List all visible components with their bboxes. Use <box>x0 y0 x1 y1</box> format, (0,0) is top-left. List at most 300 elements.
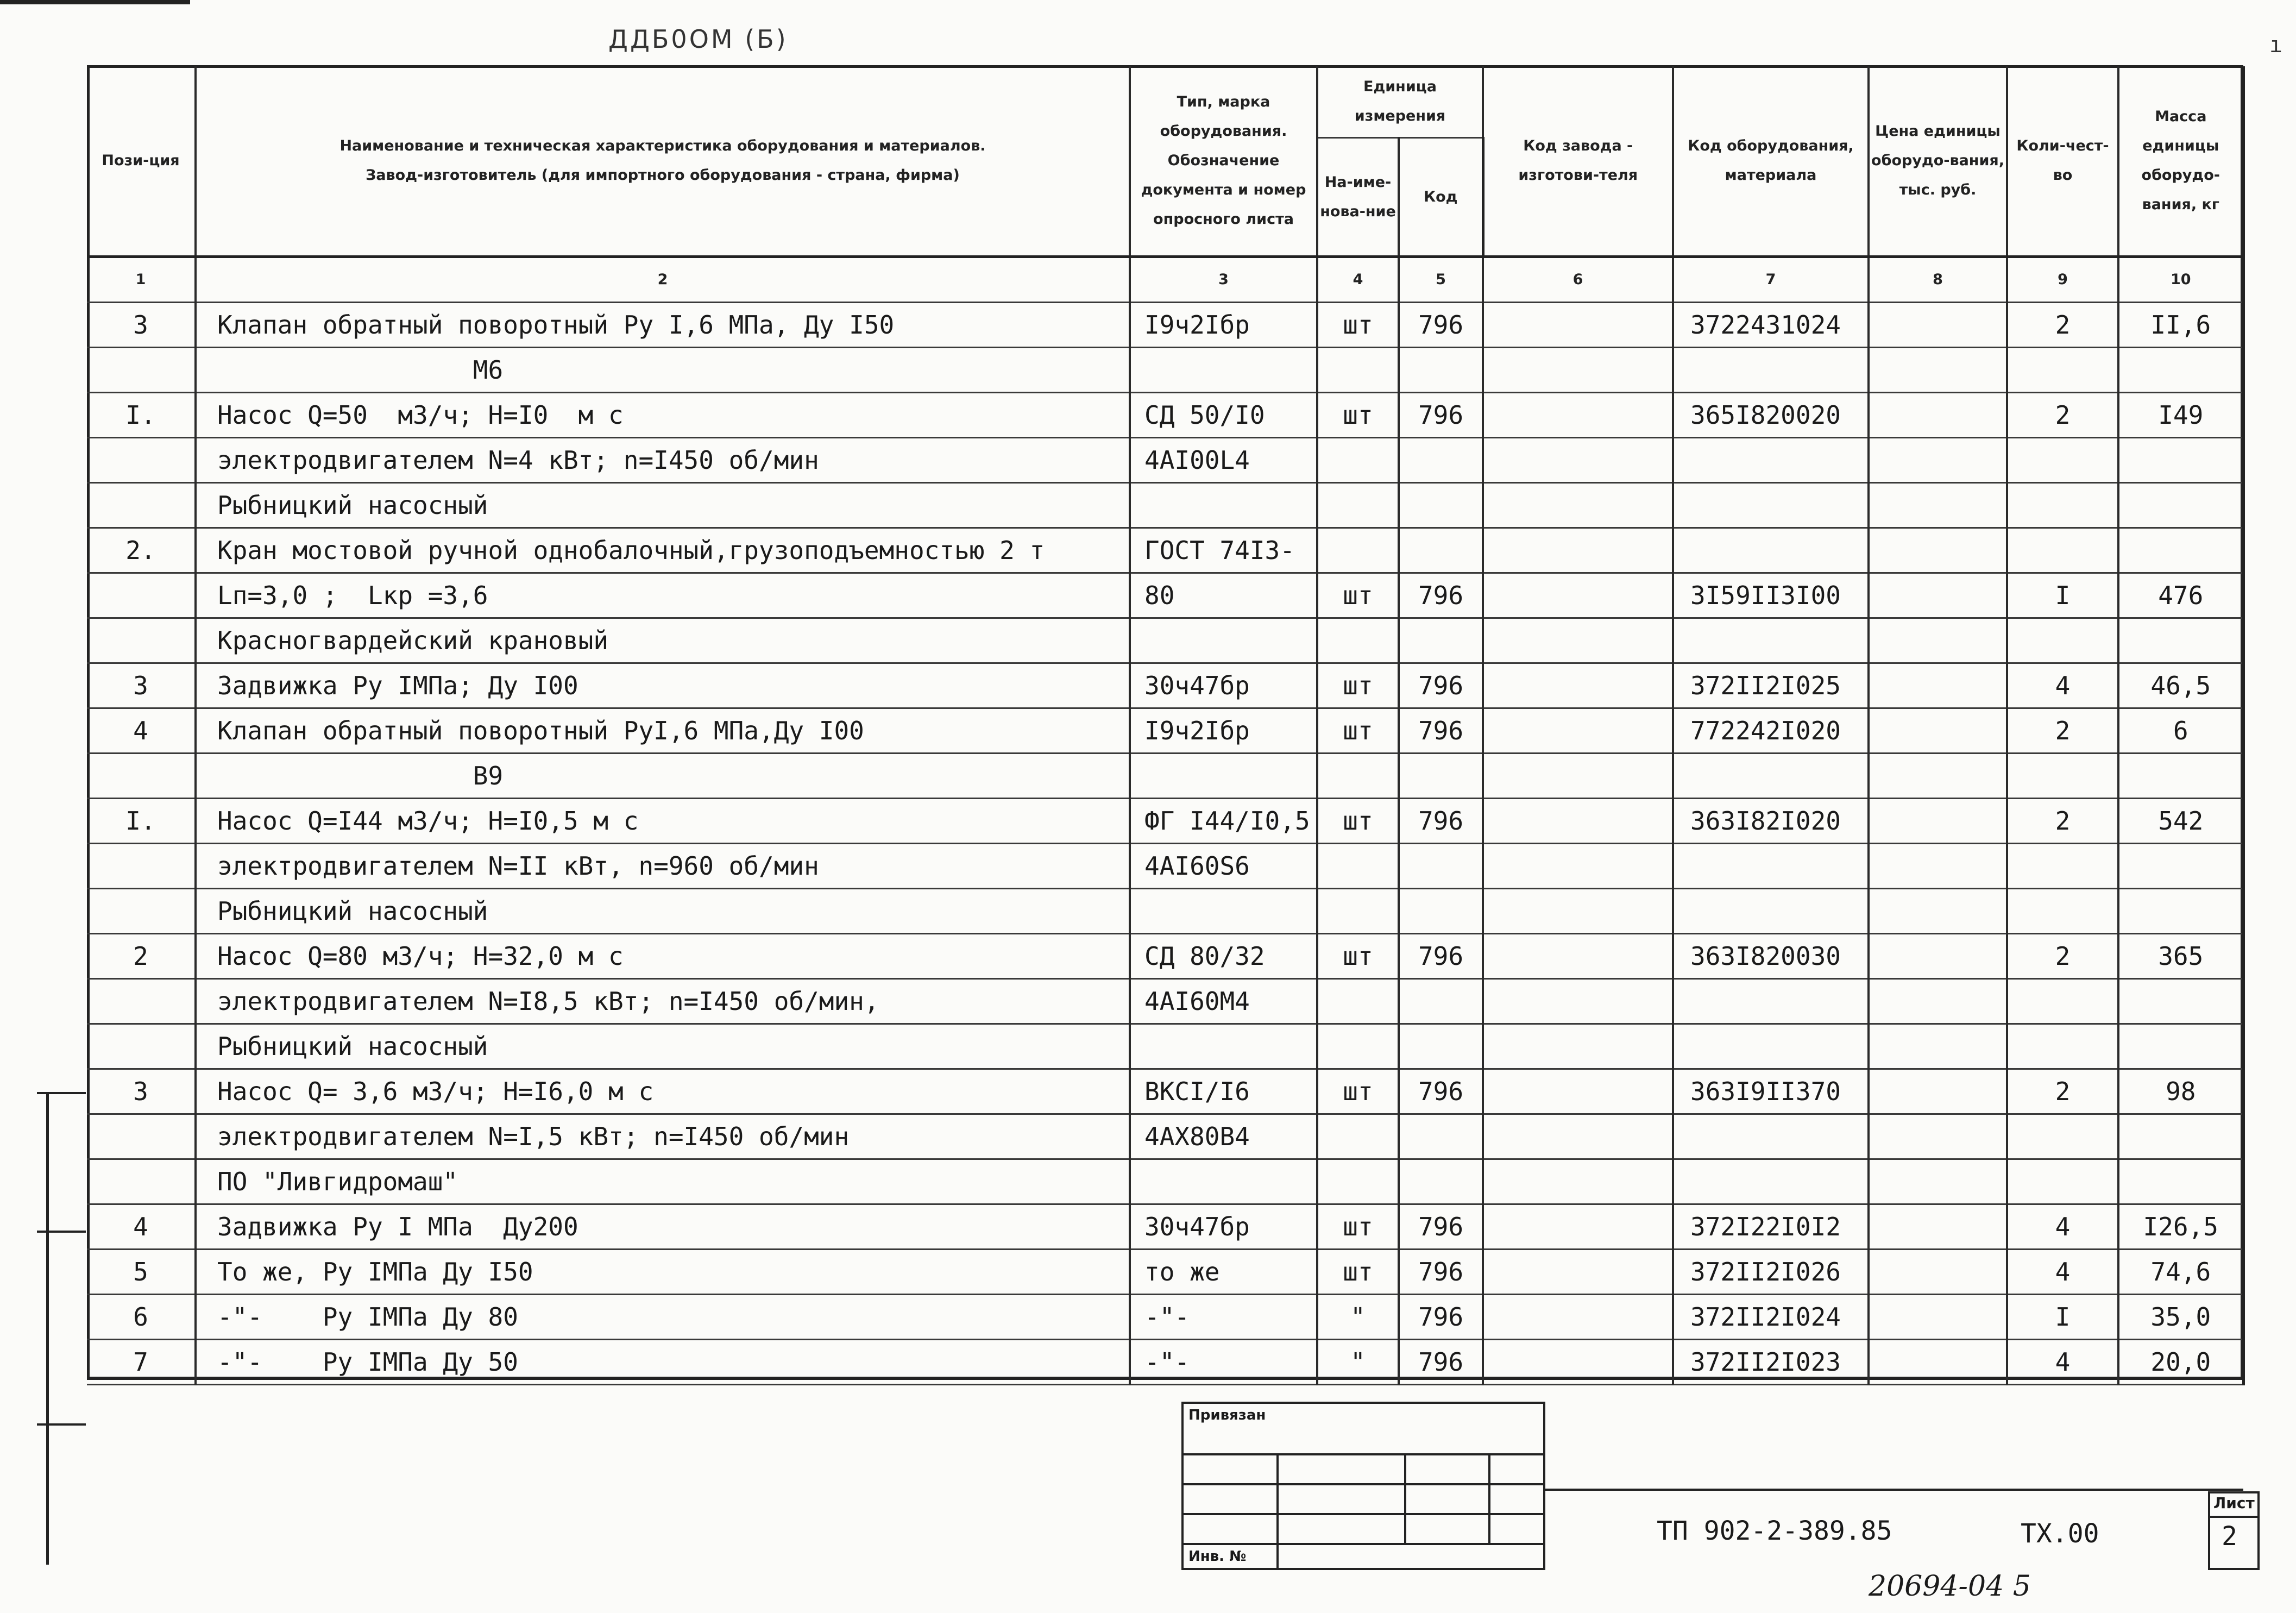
type-cell: 4АI60М4 <box>1130 979 1317 1024</box>
position-cell: 2. <box>87 528 196 573</box>
unit-name-cell: шт <box>1317 663 1399 708</box>
unit-code-cell <box>1399 483 1483 528</box>
quantity-cell: I <box>2007 1295 2118 1340</box>
price-cell <box>1869 438 2007 483</box>
name-cell: электродвигателем N=I,5 кВт; n=I450 об/мин <box>196 1114 1130 1159</box>
unit-name-cell <box>1317 348 1399 393</box>
unit-name-cell <box>1317 1114 1399 1159</box>
position-cell <box>87 483 196 528</box>
unit-name-cell: шт <box>1317 393 1399 438</box>
price-cell <box>1869 663 2007 708</box>
name-cell: Задвижка Ру I МПа Ду200 <box>196 1204 1130 1250</box>
mass-cell: 98 <box>2118 1069 2243 1114</box>
plant-code-cell <box>1483 754 1673 799</box>
mass-cell <box>2118 1024 2243 1069</box>
plant-code-cell <box>1483 393 1673 438</box>
mass-cell: 365 <box>2118 934 2243 979</box>
col-num: 6 <box>1483 257 1673 303</box>
table-row <box>87 348 2243 393</box>
document-code: ТП 902-2-389.85 <box>1657 1516 1892 1546</box>
unit-name-cell <box>1317 754 1399 799</box>
name-cell: Насос Q=50 м3/ч; Н=I0 м с <box>196 393 1130 438</box>
position-cell <box>87 1024 196 1069</box>
mass-cell: 476 <box>2118 573 2243 618</box>
position-cell: 3 <box>87 663 196 708</box>
table-row <box>87 979 2243 1024</box>
mass-cell <box>2118 889 2243 934</box>
unit-name-cell: шт <box>1317 1069 1399 1114</box>
top-rule <box>0 0 190 4</box>
equipment-code-cell <box>1673 844 1869 889</box>
table-row <box>87 663 2243 708</box>
table-row <box>87 1340 2243 1385</box>
plant-code-cell <box>1483 799 1673 844</box>
equipment-code-cell <box>1673 1114 1869 1159</box>
equipment-code-cell <box>1673 1024 1869 1069</box>
header-quantity: Коли-чест-во <box>2007 66 2118 257</box>
plant-code-cell <box>1483 483 1673 528</box>
sheet-number: 2 <box>2222 1521 2237 1552</box>
type-cell <box>1130 1024 1317 1069</box>
position-cell <box>87 754 196 799</box>
type-cell <box>1130 618 1317 663</box>
position-cell: 3 <box>87 1069 196 1114</box>
unit-code-cell: 796 <box>1399 663 1483 708</box>
type-cell: 4АI60S6 <box>1130 844 1317 889</box>
table-row <box>87 393 2243 438</box>
sheet-label: Лист <box>2213 1494 2255 1512</box>
name-cell: Lп=3,0 ; Lкр =3,6 <box>196 573 1130 618</box>
equipment-code-cell: 772242I020 <box>1673 708 1869 754</box>
type-cell: -"- <box>1130 1295 1317 1340</box>
name-cell: В9 <box>196 754 1130 799</box>
plant-code-cell <box>1483 1340 1673 1385</box>
position-cell <box>87 348 196 393</box>
stamp-line <box>1488 1453 1490 1543</box>
binding-tick <box>37 1423 86 1426</box>
unit-name-cell: " <box>1317 1340 1399 1385</box>
quantity-cell <box>2007 754 2118 799</box>
mass-cell: I26,5 <box>2118 1204 2243 1250</box>
plant-code-cell <box>1483 1204 1673 1250</box>
plant-code-cell <box>1483 618 1673 663</box>
plant-code-cell <box>1483 708 1673 754</box>
quantity-cell <box>2007 979 2118 1024</box>
unit-name-cell <box>1317 979 1399 1024</box>
unit-code-cell: 796 <box>1399 708 1483 754</box>
header-mass: Масса единицы оборудо-вания, кг <box>2118 66 2243 257</box>
price-cell <box>1869 889 2007 934</box>
mass-cell <box>2118 528 2243 573</box>
unit-name-cell <box>1317 889 1399 934</box>
name-cell: М6 <box>196 348 1130 393</box>
position-cell: 3 <box>87 303 196 348</box>
price-cell <box>1869 1250 2007 1295</box>
plant-code-cell <box>1483 1024 1673 1069</box>
archive-number: 20694-04 5 <box>1869 1570 2031 1603</box>
equipment-code-cell: 372I22I0I2 <box>1673 1204 1869 1250</box>
mass-cell <box>2118 754 2243 799</box>
table-row <box>87 708 2243 754</box>
plant-code-cell <box>1483 1250 1673 1295</box>
price-cell <box>1869 618 2007 663</box>
unit-code-cell: 796 <box>1399 393 1483 438</box>
unit-code-cell <box>1399 528 1483 573</box>
unit-code-cell <box>1399 844 1483 889</box>
quantity-cell <box>2007 618 2118 663</box>
position-cell: I. <box>87 799 196 844</box>
header-unit-code: Код <box>1399 138 1483 257</box>
quantity-cell: I <box>2007 573 2118 618</box>
name-cell: -"- Ру IМПа Ду 50 <box>196 1340 1130 1385</box>
right-mark: ı <box>2269 33 2282 58</box>
name-cell: Рыбницкий насосный <box>196 889 1130 934</box>
equipment-code-cell <box>1673 979 1869 1024</box>
mass-cell: I49 <box>2118 393 2243 438</box>
unit-code-cell <box>1399 438 1483 483</box>
quantity-cell <box>2007 438 2118 483</box>
col-num: 2 <box>196 257 1130 303</box>
col-num: 7 <box>1673 257 1869 303</box>
mass-cell: 20,0 <box>2118 1340 2243 1385</box>
col-num: 9 <box>2007 257 2118 303</box>
equipment-code-cell: 363I820030 <box>1673 934 1869 979</box>
mass-cell <box>2118 483 2243 528</box>
table-body <box>87 303 2243 1385</box>
stamp-title: Привязан <box>1188 1407 1266 1423</box>
position-cell <box>87 1114 196 1159</box>
quantity-cell: 2 <box>2007 303 2118 348</box>
table-row <box>87 1204 2243 1250</box>
table-row <box>87 934 2243 979</box>
col-num: 1 <box>87 257 196 303</box>
price-cell <box>1869 303 2007 348</box>
table-row <box>87 618 2243 663</box>
unit-code-cell <box>1399 889 1483 934</box>
mass-cell: 46,5 <box>2118 663 2243 708</box>
unit-name-cell: шт <box>1317 303 1399 348</box>
equipment-code-cell: 3I59II3I00 <box>1673 573 1869 618</box>
price-cell <box>1869 844 2007 889</box>
quantity-cell <box>2007 348 2118 393</box>
position-cell: 6 <box>87 1295 196 1340</box>
price-cell <box>1869 1024 2007 1069</box>
table-row <box>87 1024 2243 1069</box>
unit-code-cell <box>1399 1024 1483 1069</box>
mass-cell <box>2118 1159 2243 1204</box>
name-cell: Кран мостовой ручной однобалочный,грузоподъемностью 2 т <box>196 528 1130 573</box>
mass-cell: 35,0 <box>2118 1295 2243 1340</box>
plant-code-cell <box>1483 1069 1673 1114</box>
stamp-line <box>1404 1453 1406 1543</box>
type-cell: то же <box>1130 1250 1317 1295</box>
stamp-line <box>1181 1543 1545 1545</box>
name-cell: Насос Q= 3,6 м3/ч; Н=I6,0 м с <box>196 1069 1130 1114</box>
unit-name-cell <box>1317 1159 1399 1204</box>
equipment-code-cell: 3722431024 <box>1673 303 1869 348</box>
binding-margin-line <box>46 1092 49 1565</box>
position-cell: 7 <box>87 1340 196 1385</box>
name-cell: Клапан обратный поворотный Ру I,6 МПа, Ду I50 <box>196 303 1130 348</box>
quantity-cell: 2 <box>2007 799 2118 844</box>
type-cell <box>1130 889 1317 934</box>
table-row <box>87 528 2243 573</box>
position-cell <box>87 573 196 618</box>
header-name <box>196 66 1130 257</box>
mass-cell <box>2118 1114 2243 1159</box>
unit-name-cell <box>1317 438 1399 483</box>
title-block-line <box>1545 1489 2243 1491</box>
unit-code-cell <box>1399 1114 1483 1159</box>
table-row <box>87 483 2243 528</box>
price-cell <box>1869 1295 2007 1340</box>
name-cell: Рыбницкий насосный <box>196 483 1130 528</box>
unit-name-cell <box>1317 844 1399 889</box>
unit-name-cell: шт <box>1317 1204 1399 1250</box>
unit-name-cell <box>1317 483 1399 528</box>
equipment-code-cell: 372II2I023 <box>1673 1340 1869 1385</box>
quantity-cell: 4 <box>2007 1250 2118 1295</box>
price-cell <box>1869 799 2007 844</box>
name-cell: электродвигателем N=II кВт, n=960 об/мин <box>196 844 1130 889</box>
quantity-cell: 2 <box>2007 708 2118 754</box>
stamp-line <box>1181 1513 1545 1515</box>
plant-code-cell <box>1483 889 1673 934</box>
equipment-code-cell: 363I82I020 <box>1673 799 1869 844</box>
header-equipment-code: Код оборудования, материала <box>1673 66 1869 257</box>
col-num: 5 <box>1399 257 1483 303</box>
price-cell <box>1869 708 2007 754</box>
document-section: ТХ.00 <box>2021 1518 2099 1549</box>
price-cell <box>1869 754 2007 799</box>
table-row <box>87 303 2243 348</box>
quantity-cell: 2 <box>2007 393 2118 438</box>
price-cell <box>1869 393 2007 438</box>
price-cell <box>1869 1204 2007 1250</box>
plant-code-cell <box>1483 844 1673 889</box>
type-cell: I9ч2Iбр <box>1130 303 1317 348</box>
equipment-code-cell <box>1673 483 1869 528</box>
type-cell: 4АI00L4 <box>1130 438 1317 483</box>
position-cell: 4 <box>87 708 196 754</box>
name-cell: Рыбницкий насосный <box>196 1024 1130 1069</box>
mass-cell <box>2118 979 2243 1024</box>
position-cell <box>87 618 196 663</box>
plant-code-cell <box>1483 979 1673 1024</box>
type-cell: 80 <box>1130 573 1317 618</box>
type-cell: ФГ I44/I0,5 <box>1130 799 1317 844</box>
top-note: ДДБ0ОМ (Б) <box>608 24 788 54</box>
name-cell: Клапан обратный поворотный РуI,6 МПа,Ду I00 <box>196 708 1130 754</box>
table-row <box>87 1069 2243 1114</box>
type-cell <box>1130 754 1317 799</box>
name-cell: электродвигателем N=I8,5 кВт; n=I450 об/мин, <box>196 979 1130 1024</box>
name-cell: То же, Ру IМПа Ду I50 <box>196 1250 1130 1295</box>
stamp-line <box>1181 1483 1545 1485</box>
price-cell <box>1869 934 2007 979</box>
stamp-line <box>1276 1453 1279 1570</box>
plant-code-cell <box>1483 438 1673 483</box>
name-cell: электродвигателем N=4 кВт; n=I450 об/мин <box>196 438 1130 483</box>
column-number-row <box>87 257 2243 303</box>
table-row <box>87 1159 2243 1204</box>
unit-name-cell <box>1317 528 1399 573</box>
unit-name-cell: шт <box>1317 934 1399 979</box>
header-position: Пози-ция <box>87 66 196 257</box>
header-unit-group: Единица измерения <box>1317 66 1483 138</box>
header-type: Тип, марка оборудования. Обозначение документа и номер опросного листа <box>1130 66 1317 257</box>
price-cell <box>1869 979 2007 1024</box>
position-cell <box>87 438 196 483</box>
unit-code-cell: 796 <box>1399 303 1483 348</box>
equipment-code-cell: 363I9II370 <box>1673 1069 1869 1114</box>
position-cell: 4 <box>87 1204 196 1250</box>
table-row <box>87 844 2243 889</box>
quantity-cell <box>2007 844 2118 889</box>
unit-name-cell <box>1317 618 1399 663</box>
type-cell <box>1130 348 1317 393</box>
col-num: 4 <box>1317 257 1399 303</box>
table-row <box>87 754 2243 799</box>
equipment-code-cell: 372II2I026 <box>1673 1250 1869 1295</box>
position-cell: 5 <box>87 1250 196 1295</box>
name-cell: Задвижка Ру IМПа; Ду I00 <box>196 663 1130 708</box>
table-row <box>87 1250 2243 1295</box>
equipment-code-cell <box>1673 754 1869 799</box>
type-cell: 30ч47бр <box>1130 1204 1317 1250</box>
name-cell: Красногвардейский крановый <box>196 618 1130 663</box>
unit-code-cell <box>1399 754 1483 799</box>
position-cell <box>87 889 196 934</box>
unit-code-cell: 796 <box>1399 573 1483 618</box>
quantity-cell <box>2007 483 2118 528</box>
price-cell <box>1869 1340 2007 1385</box>
equipment-code-cell <box>1673 618 1869 663</box>
binding-tick <box>37 1092 86 1094</box>
unit-code-cell <box>1399 618 1483 663</box>
unit-code-cell <box>1399 1159 1483 1204</box>
stamp-line <box>1181 1453 1545 1455</box>
mass-cell: 74,6 <box>2118 1250 2243 1295</box>
quantity-cell <box>2007 1159 2118 1204</box>
stamp-inventory-label: Инв. № <box>1188 1548 1247 1565</box>
binding-tick <box>37 1231 86 1233</box>
mass-cell <box>2118 618 2243 663</box>
unit-code-cell <box>1399 348 1483 393</box>
sheet-box-line <box>2208 1516 2260 1518</box>
unit-code-cell <box>1399 979 1483 1024</box>
unit-code-cell: 796 <box>1399 799 1483 844</box>
plant-code-cell <box>1483 1159 1673 1204</box>
mass-cell <box>2118 844 2243 889</box>
specification-table <box>87 66 2245 1385</box>
type-cell: 4АХ80В4 <box>1130 1114 1317 1159</box>
quantity-cell <box>2007 1024 2118 1069</box>
type-cell: -"- <box>1130 1340 1317 1385</box>
unit-name-cell: шт <box>1317 708 1399 754</box>
name-cell: Насос Q=80 м3/ч; Н=32,0 м с <box>196 934 1130 979</box>
header-name-line1: Наименование и техническая характеристика оборудования и материалов. <box>339 137 986 154</box>
mass-cell: II,6 <box>2118 303 2243 348</box>
unit-code-cell: 796 <box>1399 1069 1483 1114</box>
plant-code-cell <box>1483 1114 1673 1159</box>
quantity-cell: 2 <box>2007 934 2118 979</box>
table-row <box>87 889 2243 934</box>
mass-cell <box>2118 438 2243 483</box>
plant-code-cell <box>1483 573 1673 618</box>
type-cell: I9ч2Iбр <box>1130 708 1317 754</box>
quantity-cell: 4 <box>2007 1340 2118 1385</box>
price-cell <box>1869 1069 2007 1114</box>
quantity-cell <box>2007 889 2118 934</box>
price-cell <box>1869 348 2007 393</box>
plant-code-cell <box>1483 663 1673 708</box>
position-cell <box>87 979 196 1024</box>
unit-code-cell: 796 <box>1399 1295 1483 1340</box>
quantity-cell: 4 <box>2007 663 2118 708</box>
plant-code-cell <box>1483 528 1673 573</box>
position-cell: 2 <box>87 934 196 979</box>
equipment-code-cell: 372II2I025 <box>1673 663 1869 708</box>
header-price: Цена единицы оборудо-вания, тыс. руб. <box>1869 66 2007 257</box>
quantity-cell: 2 <box>2007 1069 2118 1114</box>
quantity-cell <box>2007 528 2118 573</box>
type-cell <box>1130 1159 1317 1204</box>
equipment-code-cell <box>1673 348 1869 393</box>
position-cell <box>87 1159 196 1204</box>
table-row <box>87 1295 2243 1340</box>
unit-name-cell: шт <box>1317 573 1399 618</box>
unit-code-cell: 796 <box>1399 934 1483 979</box>
plant-code-cell <box>1483 348 1673 393</box>
unit-name-cell: " <box>1317 1295 1399 1340</box>
quantity-cell: 4 <box>2007 1204 2118 1250</box>
table-row <box>87 573 2243 618</box>
type-cell <box>1130 483 1317 528</box>
type-cell: ВКСI/I6 <box>1130 1069 1317 1114</box>
table-row <box>87 799 2243 844</box>
header-plant-code: Код завода - изготови-теля <box>1483 66 1673 257</box>
table-row <box>87 438 2243 483</box>
type-cell: ГОСТ 74I3- <box>1130 528 1317 573</box>
price-cell <box>1869 573 2007 618</box>
equipment-code-cell <box>1673 1159 1869 1204</box>
price-cell <box>1869 528 2007 573</box>
price-cell <box>1869 1159 2007 1204</box>
unit-code-cell: 796 <box>1399 1340 1483 1385</box>
unit-name-cell <box>1317 1024 1399 1069</box>
price-cell <box>1869 1114 2007 1159</box>
mass-cell: 6 <box>2118 708 2243 754</box>
price-cell <box>1869 483 2007 528</box>
plant-code-cell <box>1483 1295 1673 1340</box>
equipment-code-cell: 365I820020 <box>1673 393 1869 438</box>
quantity-cell <box>2007 1114 2118 1159</box>
equipment-code-cell: 372II2I024 <box>1673 1295 1869 1340</box>
name-cell: Насос Q=I44 м3/ч; Н=I0,5 м с <box>196 799 1130 844</box>
col-num: 8 <box>1869 257 2007 303</box>
type-cell: СД 80/32 <box>1130 934 1317 979</box>
mass-cell: 542 <box>2118 799 2243 844</box>
unit-code-cell: 796 <box>1399 1250 1483 1295</box>
type-cell: СД 50/I0 <box>1130 393 1317 438</box>
plant-code-cell <box>1483 303 1673 348</box>
position-cell: I. <box>87 393 196 438</box>
type-cell: 30ч47бр <box>1130 663 1317 708</box>
unit-name-cell: шт <box>1317 1250 1399 1295</box>
name-cell: -"- Ру IМПа Ду 80 <box>196 1295 1130 1340</box>
unit-name-cell: шт <box>1317 799 1399 844</box>
